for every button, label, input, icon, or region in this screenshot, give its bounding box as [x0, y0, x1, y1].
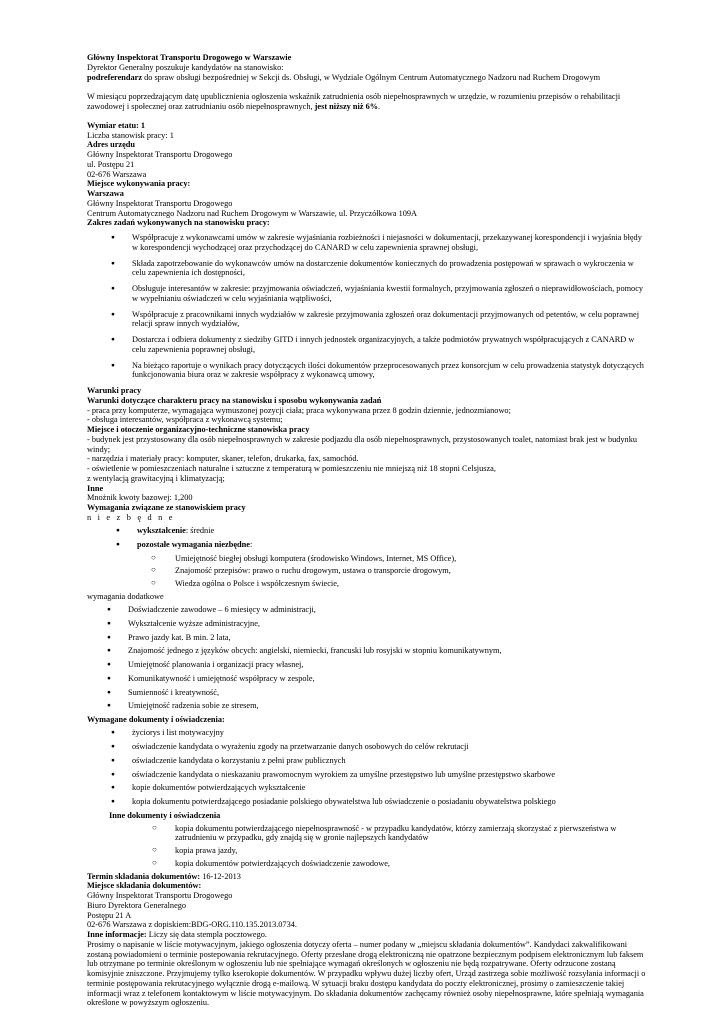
conditions-line: - praca przy komputerze, wymagająca wymuszonej pozycji ciała; praca wykonywana przez 8 godzin dziennie, jednozmianowo;: [87, 405, 511, 415]
address-heading: Adres urzędu: [87, 140, 136, 150]
list-item: ● Wykształcenie wyższe administracyjne,: [83, 619, 647, 629]
environment-heading: Miejsce i otoczenie organizacyjno-techniczne stanowiska pracy: [87, 425, 310, 434]
list-item: ● Umiejętność planowania i organizacji pracy własnej,: [83, 660, 647, 670]
submission-line: Biuro Dyrektora Generalnego: [87, 900, 187, 910]
list-item: ○ kopia dokumentów potwierdzających doświadczenie zawodowe,: [87, 859, 647, 869]
list-item: ● Znajomość jednego z języków obcych: angielski, niemiecki, francuski lub rosyjski w stopniu komunikatywnym,: [83, 646, 647, 656]
address-line: ul. Postępu 21: [87, 159, 135, 169]
conditions-subheading: Warunki dotyczące charakteru pracy na stanowisku i sposobu wykonywania zadań: [87, 395, 382, 405]
position-line: podreferendarz do spraw obsługi bezpośredniej w Sekcji ds. Obsługi, w Wydziale Ogólnym Centrum Automatycznego Nadzoru nad Ruchem Drogowym: [87, 72, 601, 82]
list-item: ● Doświadczenie zawodowe – 6 miesięcy w administracji,: [83, 605, 647, 615]
list-item: ○ Wiedza ogólna o Polsce i współczesnym świecie,: [87, 579, 647, 589]
documents-heading: Wymagane dokumenty i oświadczenia:: [87, 715, 225, 724]
institution-title: Główny Inspektorat Transportu Drogowego w Warszawie: [87, 53, 292, 62]
list-item: ● kopie dokumentów potwierdzających wykształcenie: [87, 783, 647, 793]
list-item: ● Współpracuje z wykonawcami umów w zakresie wyjaśniania rozbieżności i niejasności w dokumentacji, przekazywanej korespondencji i wyjaśnia błędy w korespondencji wychodzącej oraz przychodzącej do CANARD w celu zapewnienia sprawnej obsługi,: [87, 233, 647, 253]
list-item: ● kopia dokumentu potwierdzającego posiadanie polskiego obywatelstwa lub oświadczenie o posiadaniu obywatelstwa polskiego: [87, 797, 647, 807]
list-item: ● pozostałe wymagania niezbędne:: [87, 540, 647, 550]
list-item: ● oświadczenie kandydata o wyrażeniu zgody na przetwarzanie danych osobowych do celów rekrutacji: [87, 742, 647, 752]
list-item: ● Obsługuje interesantów w zakresie: przyjmowania oświadczeń, wyjaśniania kwestii formalnych, przyjmowania zgłoszeń o nieprawidłowościach, pomocy w wypełnianiu oświadczeń w celu wyjaśniania wątpliwości,: [87, 284, 647, 304]
search-line: Dyrektor Generalny poszukuje kandydatów na stanowisko:: [87, 62, 284, 72]
list-item: ● Współpracuje z pracownikami innych wydziałów w zakresie przyjmowania zgłoszeń oraz dokumentacji przyjmowanych od petentów, w celu poprawnej relacji spraw innych wydziałów,: [87, 310, 647, 330]
etat: Wymiar etatu: 1: [87, 120, 146, 130]
environment-line: - budynek jest przystosowany dla osób niepełnosprawnych w zakresie podjazdu dla osób niepełnosprawnych, przystosowanych toalet, natomiast brak jest w budynku windy;: [87, 434, 638, 454]
required-list: [87, 526, 647, 550]
environment-line: - narzędzia i materiały pracy: komputer, skaner, telefon, drukarka, fax, samochód.: [87, 454, 359, 464]
environment-line: z wentylacją grawitacyjną i klimatyzacją;: [87, 473, 225, 483]
list-item: ● oświadczenie kandydata o korzystaniu z pełni praw publicznych: [87, 756, 647, 766]
list-item: ● Komunikatywność i umiejętność współpracy w zespole,: [83, 674, 647, 684]
list-item: ○ Znajomość przepisów: prawo o ruchu drogowym, ustawa o transporcie drogowym,: [87, 566, 647, 576]
required-sublist: [87, 554, 647, 589]
list-item: ○ kopia dokumentu potwierdzającego niepełnosprawność - w przypadku kandydatów, którzy zamierzają skorzystać z pierwszeństwa w zatrudnieniu w przypadku, gdy znajdą się w gronie najlepszych kandydatów: [87, 824, 647, 844]
other-info: Inne informacje: Liczy się data stempla pocztowego.: [87, 930, 267, 939]
workplace-line: Centrum Automatycznego Nadzoru nad Ruchem Drogowym w Warszawie, ul. Przyczółkowa 109A: [87, 208, 418, 218]
list-item: ● Sumienność i kreatywność,: [83, 688, 647, 698]
list-item: ● oświadczenie kandydata o nieskazaniu prawomocnym wyrokiem za umyślne przestępstwo lub umyślne przestępstwo skarbowe: [87, 770, 647, 780]
other-documents-list: [87, 824, 647, 869]
list-item: ● Prawo jazdy kat. B min. 2 lata,: [83, 633, 647, 643]
other-info-body: Prosimy o napisanie w liście motywacyjnym, jakiego ogłoszenia dotyczy oferta – numer podany w „miejscu składania dokumentów”. Kandydaci zakwalifikowani zostaną powiadomieni o terminie postepowania rekrutacyjnego. Oferty przesłane drogą elektroniczną nie opatrzone bezpiecznym podpisem elektronicznym lub faksem lub otrzymane po terminie określonym w ogłoszeniu lub nie spełniające wymagań określonych w ogłoszeniu nie będą rozpatrywane. Oferty odrzucone zostaną komisyjnie zniszczone. Przyjmujemy tylko kserokopie dokumentów. W przypadku wpływu dużej liczby ofert, Urząd zastrzega sobie możliwość rozsyłania informacji o terminie postępowania rekrutacyjnego wyłącznie drogą e-mailową. W sytuacji braku dostępu kandydata do poczty elektronicznej, prosimy o zamieszczenie takiej informacji wraz z telefonem kontaktowym w liście motywacyjnym. Do składania dokumentów zachęcamy również osoby niepełnosprawne, które spełniają wymagania określone w powyższym ogłoszeniu.: [87, 939, 646, 1008]
position-name: podreferendarz: [87, 72, 142, 82]
inne-heading: Inne: [87, 483, 104, 493]
submission-heading: Miejsce składania dokumentów:: [87, 881, 202, 891]
environment-line: - oświetlenie w pomieszczeniach naturalne i sztuczne z temperaturą w pomieszczeniu nie mniejszą niż 18 stopni Celsjusza,: [87, 464, 496, 473]
conditions-heading: Warunki pracy: [87, 386, 142, 395]
requirements-heading: Wymagania związane ze stanowiskiem pracy: [87, 503, 246, 512]
workplace-line: Główny Inspektorat Transportu Drogowego: [87, 198, 233, 208]
submission-line: 02-676 Warszawa z dopiskiem:BDG-ORG.110.135.2013.0734.: [87, 920, 297, 930]
stanowiska: Liczba stanowisk pracy: 1: [87, 130, 174, 140]
list-item: ● życiorys i list motywacyjny: [87, 728, 647, 738]
list-item: ● Składa zapotrzebowanie do wykonawców umów na dostarczenie dokumentów koniecznych do prowadzenia postępowań w sprawach o wykroczenia w celu zapewnienia ich dostępności,: [87, 259, 647, 279]
tasks-list: [87, 233, 647, 380]
job-announcement: [87, 53, 647, 1008]
disability-info: W miesiącu poprzedzającym datę upublicznienia ogłoszenia wskaźnik zatrudnienia osób niepełnosprawnych w urzędzie, w rozumieniu przepisów o rehabilitacji zawodowej i społecznej oraz zatrudnianiu osób niepełnosprawnych, jest niższy niż 6%.: [87, 91, 621, 111]
list-item: ● wykształcenie: średnie: [87, 526, 647, 536]
list-item: ● Dostarcza i odbiera dokumenty z siedziby GITD i innych jednostek organizacyjnych, a także podmiotów prywatnych współpracujących z CANARD w celu zapewnienia poprawnej obsługi,: [87, 335, 647, 355]
tasks-heading: Zakres zadań wykonywanych na stanowisku pracy:: [87, 218, 270, 228]
mnoznik: Mnożnik kwoty bazowej: 1,200: [87, 493, 193, 503]
additional-list: [83, 605, 647, 711]
address-line: Główny Inspektorat Transportu Drogowego: [87, 150, 233, 159]
deadline: Termin składania dokumentów: 16-12-2013: [87, 871, 241, 881]
submission-line: Postępu 21 A: [87, 910, 132, 920]
conditions-line: - obsługa interesantów, współpraca z wykonawcą systemu;: [87, 415, 283, 425]
list-item: ● Na bieżąco raportuje o wynikach pracy dotyczących ilości dokumentów przeprocesowanych przez konsorcjum w celu prowadzenia statystyk dotyczących funkcjonowania biura oraz w zakresie współpracy z wykonawcą umowy,: [87, 361, 647, 381]
documents-list: [87, 728, 647, 807]
address-line: 02-676 Warszawa: [87, 169, 147, 179]
workplace-heading: Miejsce wykonywania pracy:: [87, 179, 191, 189]
required-label: n i e z b ę d n e: [87, 512, 175, 522]
list-item: ○ kopia prawa jazdy,: [87, 846, 647, 856]
other-documents-heading: Inne dokumenty i oświadczenia: [109, 810, 221, 820]
workplace-city: Warszawa: [87, 189, 124, 198]
list-item: ● Umiejętność radzenia sobie ze stresem,: [83, 701, 647, 711]
additional-label: wymagania dodatkowe: [87, 591, 164, 601]
submission-line: Główny Inspektorat Transportu Drogowego: [87, 891, 233, 900]
list-item: ○ Umiejętność biegłej obsługi komputera (środowisko Windows, Internet, MS Office),: [87, 554, 647, 564]
